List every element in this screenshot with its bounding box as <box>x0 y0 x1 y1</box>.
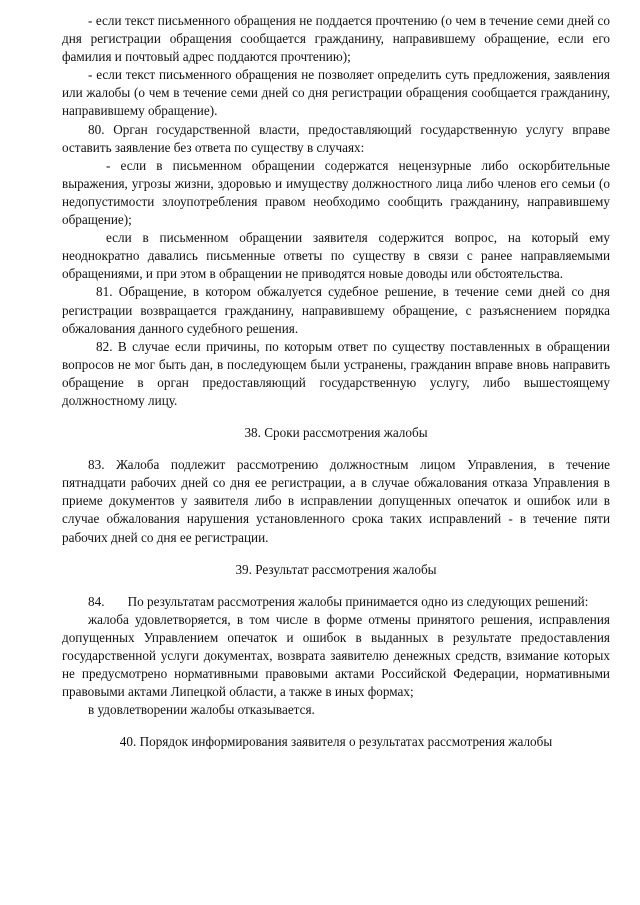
list-item-complaint-satisfied: жалоба удовлетворяется, в том числе в форме отмены принятого решения, исправления допущенных Управлением опечаток и ошибок в выданных в результате предоставления государственной услуги документах, возврата заявителю денежных средств, взимание которых не предусмотрено нормативными правовыми актами Российской Федерации, нормативными правовыми актами Липецкой области, а также в иных формах; <box>62 611 610 700</box>
paragraph-80: 80. Орган государственной власти, предоставляющий государственную услугу вправе оставить заявление без ответа по существу в случаях: <box>62 121 610 155</box>
section-heading-39: 39. Результат рассмотрения жалобы <box>235 561 437 577</box>
paragraph-81: 81. Обращение, в котором обжалуется судебное решение, в течение семи дней со дня регистрации возвращается гражданину, направившему обращение, с разъяснением порядка обжалования данного судебного решения. <box>62 284 610 336</box>
spacer <box>62 547 610 561</box>
paragraph-unreadable-text: - если текст письменного обращения не поддается прочтению (о чем в течение семи дней со дня регистрации обращения сообщается гражданину, направившему обращение, если его фамилия и почтовый адрес поддаются прочтению); <box>62 13 610 65</box>
paragraph-84: 84. По результатам рассмотрения жалобы принимается одно из следующих решений: <box>88 593 589 609</box>
section-heading-40: 40. Порядок информирования заявителя о результатах рассмотрения жалобы <box>119 734 553 750</box>
paragraph-undefined-essence: - если текст письменного обращения не позволяет определить суть предложения, заявления или жалобы (о чем в течение семи дней со дня регистрации обращения сообщается гражданину, направившему обращение). <box>62 67 610 119</box>
list-item-complaint-rejected: в удовлетворении жалобы отказывается. <box>88 702 315 718</box>
spacer <box>62 442 610 456</box>
document-body <box>62 12 610 751</box>
spacer <box>62 410 610 424</box>
paragraph-repeated-question: если в письменном обращении заявителя содержится вопрос, на который ему неоднократно давались письменные ответы по существу в связи с ранее направляемыми обращениями, и при этом в обращении не приводятся новые доводы или обстоятельства. <box>62 230 610 282</box>
spacer <box>62 579 610 593</box>
paragraph-82: 82. В случае если причины, по которым ответ по существу поставленных в обращении вопросов не мог быть дан, в последующем были устранены, гражданин вправе вновь направить обращение в орган предоставляющий государственную услугу, либо вышестоящему должностному лицу. <box>62 338 610 408</box>
section-heading-38: 38. Сроки рассмотрения жалобы <box>244 425 428 441</box>
spacer <box>62 719 610 733</box>
paragraph-83: 83. Жалоба подлежит рассмотрению должностным лицом Управления, в течение пятнадцати рабочих дней со дня ее регистрации, а в случае обжалования отказа Управления в приеме документов у заявителя либо в исправлении допущенных опечаток и ошибок или в случае обжалования нарушения установленного срока таких исправлений - в течение пяти рабочих дней со дня ее регистрации. <box>62 457 610 545</box>
paragraph-obscene-content: - если в письменном обращении содержатся нецензурные либо оскорбительные выражения, угрозы жизни, здоровью и имуществу должностного лица либо членов его семьи (о недопустимости злоупотребления правом необходимо сообщить гражданину, направившему обращение); <box>62 157 610 228</box>
